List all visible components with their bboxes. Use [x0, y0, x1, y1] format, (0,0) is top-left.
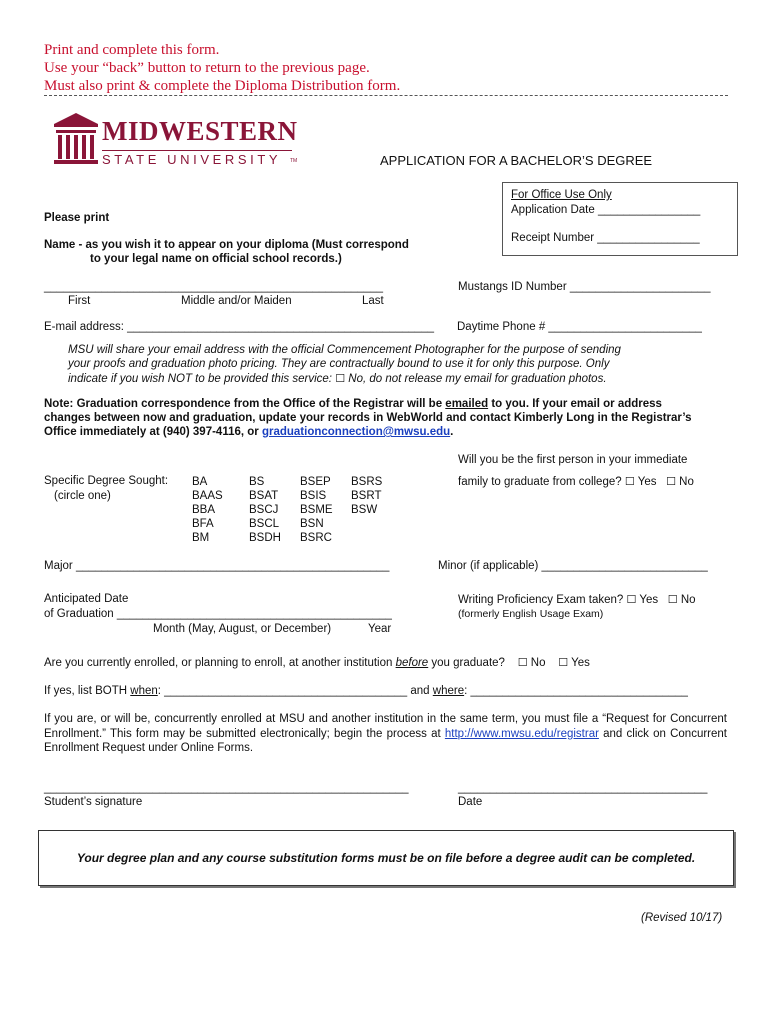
name-instruction-2: to your legal name on official school records.): [90, 253, 342, 265]
degree-column-1: [192, 475, 223, 545]
year-label: Year: [368, 623, 392, 635]
first-person-question-1: Will you be the first person in your immediate: [458, 454, 688, 466]
last-label: Last: [362, 295, 384, 307]
application-date-field[interactable]: Application Date ________________: [511, 204, 701, 216]
degree-option[interactable]: BFA: [192, 518, 214, 530]
writing-exam-question: [458, 593, 696, 606]
degree-option[interactable]: BSCL: [249, 518, 280, 530]
degree-option[interactable]: BA: [192, 476, 208, 488]
photographer-note-2: your proofs and graduation photo pricing. They are contractually bound to use it for only this purpose. Only: [68, 358, 610, 370]
university-logo: [52, 110, 297, 170]
date-field[interactable]: _______________________________________: [458, 782, 708, 794]
degree-option[interactable]: BSDH: [249, 532, 281, 544]
if-yes-when: when: [130, 685, 158, 697]
degree-option[interactable]: BSRS: [351, 476, 383, 488]
form-title: APPLICATION FOR A BACHELOR’S DEGREE: [380, 153, 653, 168]
degree-label: Specific Degree Sought:: [44, 475, 169, 487]
office-use-title: For Office Use Only: [511, 189, 612, 201]
checkbox-icon[interactable]: ☐: [335, 372, 346, 385]
note-lead: Note: Graduation correspondence from the Office of the Registrar will be: [44, 398, 446, 410]
photographer-note-3-text: indicate if you wish NOT to be provided this service:: [68, 373, 336, 385]
revised-date: (Revised 10/17): [641, 912, 723, 924]
major-field[interactable]: Major _________________________________________________: [44, 560, 390, 572]
graduation-email-link[interactable]: graduationconnection@mwsu.edu: [261, 426, 451, 438]
degree-option[interactable]: BSCJ: [249, 504, 279, 516]
enrolled-before: before: [395, 657, 429, 669]
signature-label: Student’s signature: [44, 796, 143, 808]
enrolled-question: [44, 656, 590, 669]
instruction-line-1: Print and complete this form.: [44, 42, 220, 58]
degree-option[interactable]: BM: [192, 532, 210, 544]
degree-column-4: [351, 475, 382, 517]
note-end: .: [450, 426, 454, 438]
enrolled-yes-label: Yes: [571, 657, 590, 669]
name-instruction-1: Name - as you wish it to appear on your diploma (Must correspond: [44, 239, 409, 251]
first-label: First: [68, 295, 91, 307]
enrolled-text-2: you graduate?: [428, 657, 505, 669]
if-yes-lead: If yes, list BOTH: [44, 685, 131, 697]
concurrent-text-2: and click on Concurrent Enrollment Request under Online Forms.: [44, 727, 727, 754]
logo-midwestern: MIDWESTERN: [102, 116, 298, 146]
degree-plan-notice: [38, 830, 734, 886]
concurrent-enrollment-paragraph: [44, 712, 727, 756]
enrolled-no-label: No: [530, 657, 546, 669]
graduation-date-field[interactable]: of Graduation ___________________________________________: [44, 608, 392, 620]
writing-yes-label: Yes: [639, 594, 659, 606]
first-person-question-2: [458, 475, 694, 488]
note-emailed: emailed: [445, 398, 489, 410]
note-line-1: [44, 398, 662, 410]
degree-column-2: [249, 475, 281, 545]
mustangs-id-field[interactable]: Mustangs ID Number ______________________: [458, 281, 711, 293]
degree-option[interactable]: BAAS: [192, 490, 223, 502]
month-label: Month (May, August, or December): [153, 623, 332, 635]
degree-option[interactable]: BSRC: [300, 532, 332, 544]
checkbox-icon[interactable]: ☐: [667, 593, 678, 606]
degree-option[interactable]: BSEP: [300, 476, 331, 488]
date-label: Date: [458, 796, 483, 808]
degree-plan-notice-text: Your degree plan and any course substitution forms must be on file before a degree audit can be completed.: [76, 851, 696, 865]
degree-option[interactable]: BSN: [300, 518, 324, 530]
receipt-number-field[interactable]: Receipt Number ________________: [511, 232, 700, 244]
degree-option[interactable]: BSW: [351, 504, 378, 516]
degree-option[interactable]: BSAT: [249, 490, 279, 502]
logo-rule: [102, 150, 292, 151]
first-person-question-text: family to graduate from college?: [458, 476, 622, 488]
email-field[interactable]: E-mail address: ________________________________________________: [44, 321, 435, 333]
middle-label: Middle and/or Maiden: [181, 295, 292, 307]
degree-option[interactable]: BSME: [300, 504, 333, 516]
note-phone-text: Office immediately at (940) 397-4116, or: [44, 426, 262, 438]
signature-field[interactable]: _________________________________________________________: [44, 782, 409, 794]
note-line-3: [44, 426, 453, 438]
checkbox-icon[interactable]: ☐: [517, 656, 528, 669]
photographer-opt-out-label: No, do not release my email for graduation photos.: [348, 373, 607, 385]
divider: [44, 95, 728, 96]
degree-option[interactable]: BBA: [192, 504, 216, 516]
degree-option[interactable]: BSIS: [300, 490, 327, 502]
please-print: Please print: [44, 212, 110, 224]
if-yes-end: : __________________________________: [464, 685, 688, 697]
writing-no-label: No: [680, 594, 696, 606]
writing-exam-text: Writing Proficiency Exam taken?: [458, 594, 624, 606]
concurrent-text-1: If you are, or will be, concurrently enrolled at MSU and another institution in the same term, you must file a “Request for Concurrent Enrollment.” This form may be submitted electronically; begin the process at: [44, 713, 727, 740]
note-rest: to you. If your email or address: [488, 398, 662, 410]
anticipated-date-label: Anticipated Date: [44, 593, 129, 605]
degree-column-3: [300, 475, 333, 545]
first-person-no-label: No: [679, 476, 694, 488]
checkbox-icon[interactable]: ☐: [626, 593, 637, 606]
name-field[interactable]: _____________________________________________________: [44, 281, 383, 293]
registrar-link[interactable]: http://www.mwsu.edu/registrar: [444, 727, 599, 740]
note-line-2: changes between now and graduation, update your records in WebWorld and contact Kimberly Long in the Registrar’s: [44, 412, 692, 424]
checkbox-icon[interactable]: ☐: [666, 475, 676, 488]
minor-field[interactable]: Minor (if applicable) __________________________: [438, 560, 708, 572]
degree-sublabel: (circle one): [54, 490, 111, 502]
enrolled-text-1: Are you currently enrolled, or planning to enroll, at another institution: [44, 657, 396, 669]
logo-tm: TM: [290, 158, 298, 164]
if-yes-field[interactable]: [44, 685, 688, 697]
checkbox-icon[interactable]: ☐: [558, 656, 569, 669]
logo-state-university: STATE UNIVERSITY: [102, 152, 282, 167]
instruction-line-3: Must also print & complete the Diploma Distribution form.: [44, 78, 401, 94]
if-yes-mid: : ______________________________________ and: [157, 685, 433, 697]
degree-option[interactable]: BSRT: [351, 490, 382, 502]
photographer-note-3: [68, 372, 607, 385]
checkbox-icon[interactable]: ☐: [624, 475, 635, 488]
instruction-line-2: Use your “back” button to return to the previous page.: [44, 60, 370, 76]
if-yes-where: where: [432, 685, 465, 697]
phone-field[interactable]: Daytime Phone # ________________________: [457, 321, 702, 333]
writing-exam-sub: (formerly English Usage Exam): [458, 608, 604, 620]
degree-option[interactable]: BS: [249, 476, 265, 488]
office-use-box: [502, 182, 738, 256]
first-person-yes-label: Yes: [637, 476, 657, 488]
photographer-note-1: MSU will share your email address with the official Commencement Photographer for the purpose of sending: [68, 344, 621, 356]
